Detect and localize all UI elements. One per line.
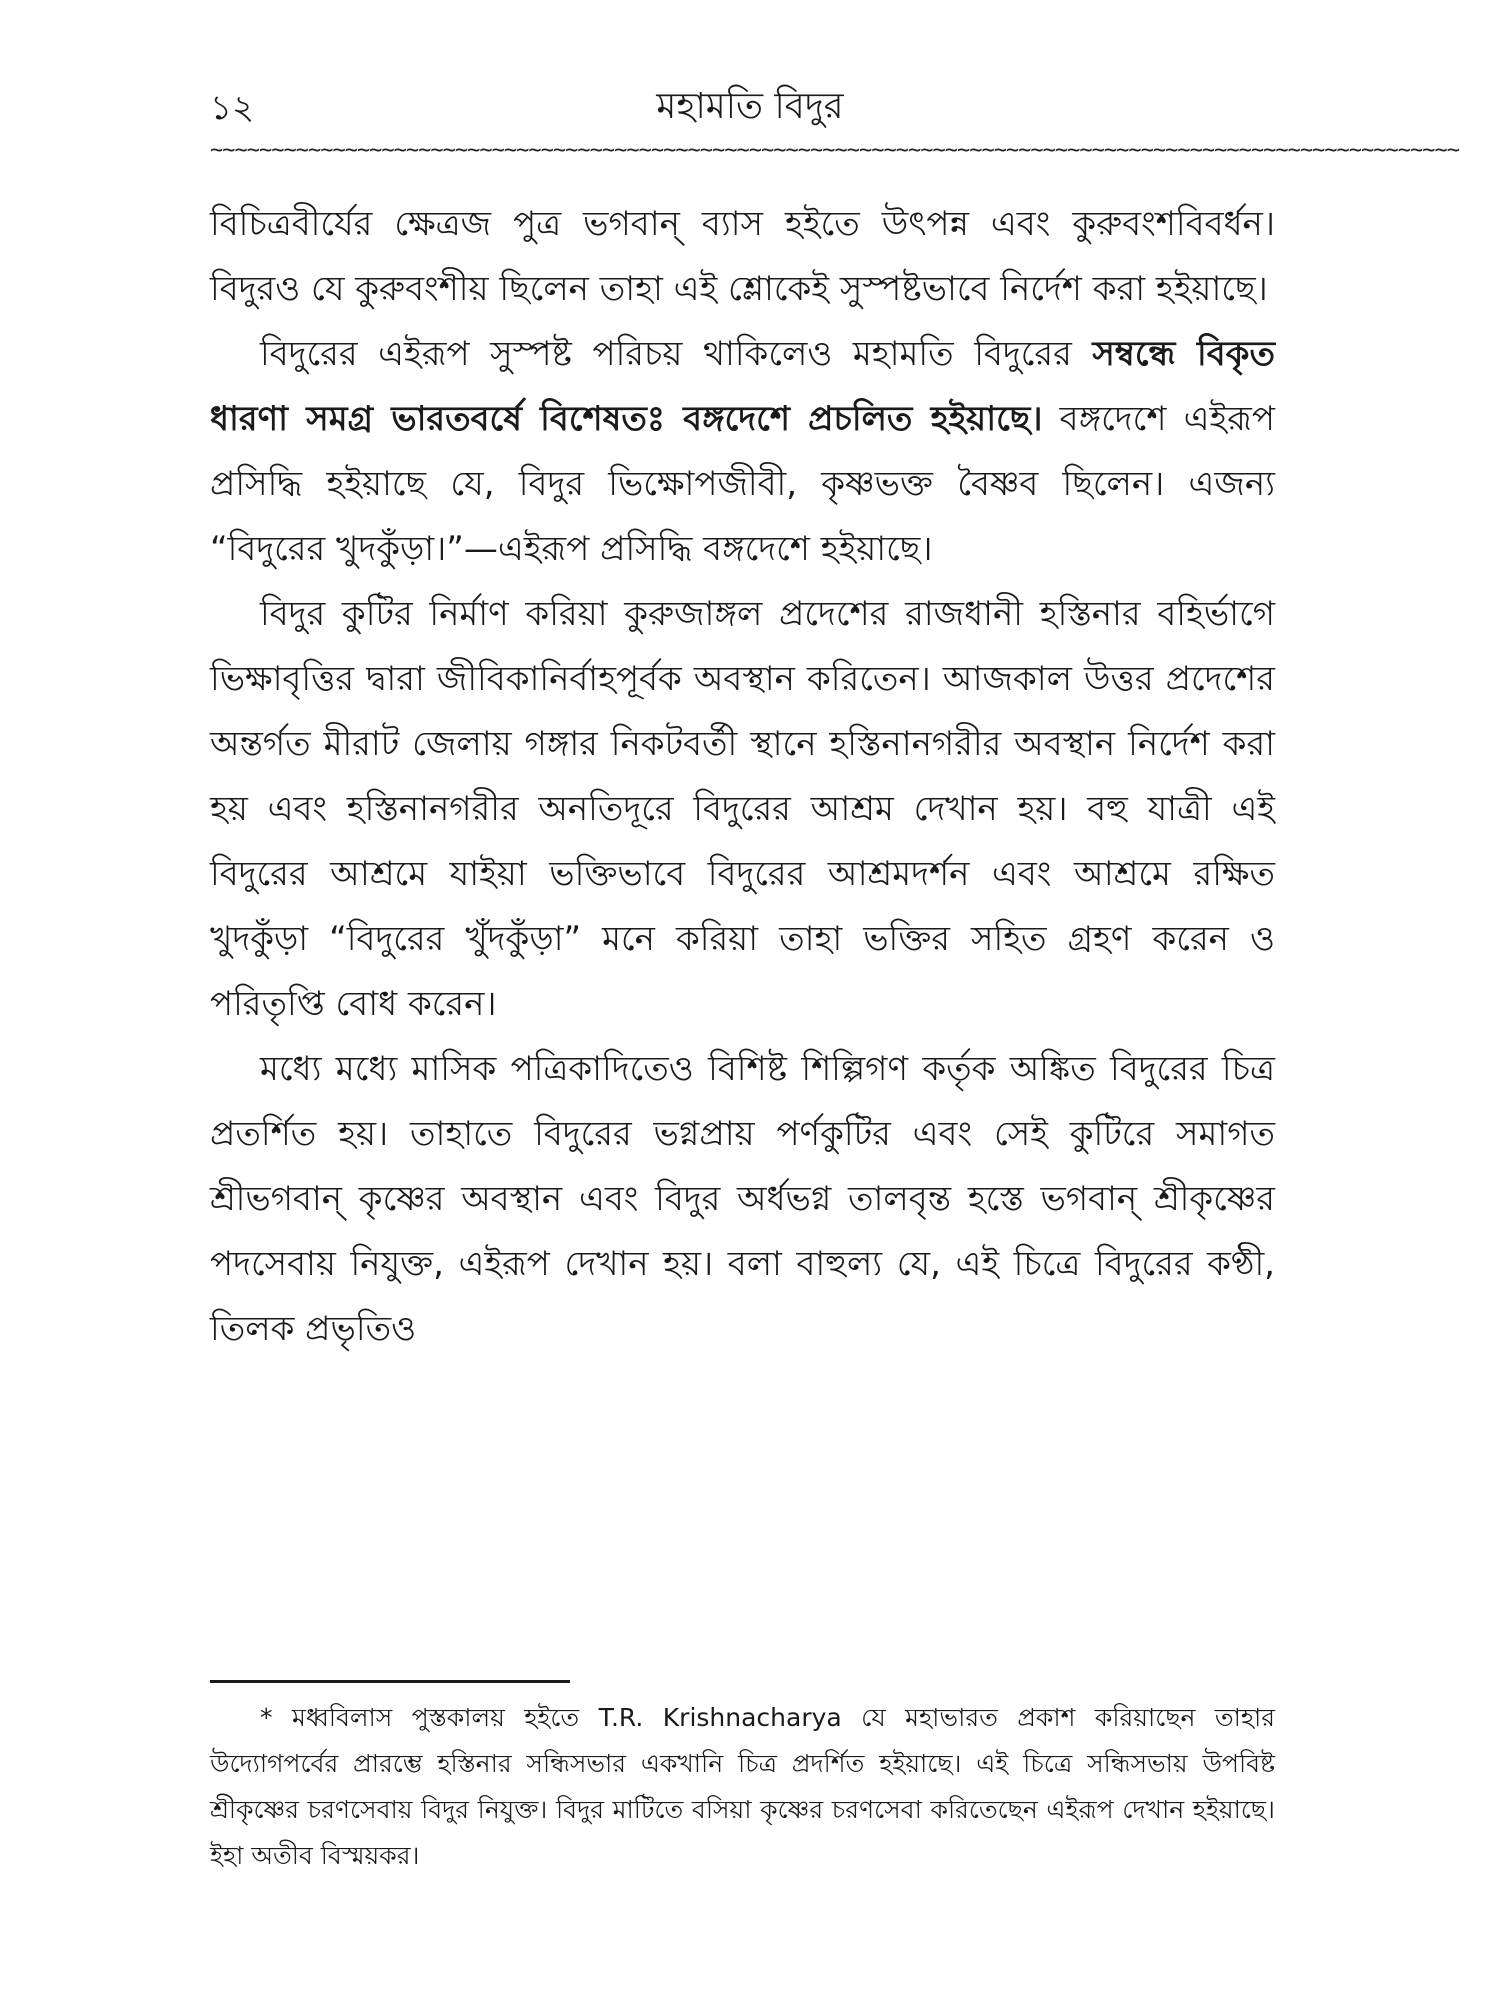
page-number: ১২ [210, 88, 255, 128]
footnote-divider [210, 1680, 570, 1683]
paragraph-2 [210, 322, 1275, 582]
paragraph-2-lead: বিদুরের এইরূপ সুস্পষ্ট পরিচয় থাকিলেও মহামতি বিদুরের [260, 334, 1093, 374]
paragraph-1: বিচিত্রবীর্যের ক্ষেত্রজ পুত্র ভগবান্ ব্যাস হইতে উৎপন্ন এবং কুরুবংশবিবর্ধন। বিদুরও যে কুরুবংশীয় ছিলেন তাহা এই শ্লোকেই সুস্পষ্টভাবে নির্দেশ করা হইয়াছে। [210, 204, 1275, 309]
paragraph-2-bold: সম্বন্ধে বিকৃত ধারণা সমগ্র ভারতবর্ষে বিশেষতঃ বঙ্গদেশে প্রচলিত হইয়াছে। [210, 334, 1275, 439]
paragraph-2-rest: বঙ্গদেশে এইরূপ প্রসিদ্ধি হইয়াছে যে, বিদুর ভিক্ষোপজীবী, কৃষ্ণভক্ত বৈষ্ণব ছিলেন। এজন্য “বিদুরের খুদকুঁড়া।”—এইরূপ প্রসিদ্ধি বঙ্গদেশে হইয়াছে। [210, 399, 1275, 569]
main-text [210, 192, 1275, 1362]
header-tilde-rule: ~~~~~~~~~~~~~~~~~~~~~~~~~~~~~~~~~~~~~~~~~~~~~~~~~~~~~~~~~~~~~~~~~~~~~~~~~~~~~~~~~~~~~~~~~~~~~~~~~~~~~~ [210, 138, 1460, 163]
paragraph-3: বিদুর কুটির নির্মাণ করিয়া কুরুজাঙ্গল প্রদেশের রাজধানী হস্তিনার বহির্ভাগে ভিক্ষাবৃত্তির দ্বারা জীবিকানির্বাহপূর্বক অবস্থান করিতেন। আজকাল উত্তর প্রদেশের অন্তর্গত মীরাট জেলায় গঙ্গার নিকটবর্তী স্থানে হস্তিনানগরীর অবস্থান নির্দেশ করা হয় এবং হস্তিনানগরীর অনতিদূরে বিদুরের আশ্রম দেখান হয়। বহু যাত্রী এই বিদুরের আশ্রমে যাইয়া ভক্তিভাবে বিদুরের আশ্রমদর্শন এবং আশ্রমে রক্ষিত খুদকুঁড়া “বিদুরের খুঁদকুঁড়া” মনে করিয়া তাহা ভক্তির সহিত গ্রহণ করেন ও পরিতৃপ্তি বোধ করেন। [210, 594, 1275, 1024]
running-title: মহামতি বিদুর [656, 86, 844, 127]
footnote: * মধ্ববিলাস পুস্তকালয় হইতে T.R. Krishnacharya যে মহাভারত প্রকাশ করিয়াছেন তাহার উদ্যোগপর্বের প্রারম্ভে হস্তিনার সন্ধিসভার একখানি চিত্র প্রদর্শিত হইয়াছে। এই চিত্রে সন্ধিসভায় উপবিষ্ট শ্রীকৃষ্ণের চরণসেবায় বিদুর নিযুক্ত। বিদুর মাটিতে বসিয়া কৃষ্ণের চরণসেবা করিতেছেন এইরূপ দেখান হইয়াছে। ইহা অতীব বিস্ময়কর। [210, 1703, 1275, 1870]
paragraph-4: মধ্যে মধ্যে মাসিক পত্রিকাদিতেও বিশিষ্ট শিল্পিগণ কর্তৃক অঙ্কিত বিদুরের চিত্র প্রতর্শিত হয়। তাহাতে বিদুরের ভগ্নপ্রায় পর্ণকুটির এবং সেই কুটিরে সমাগত শ্রীভগবান্ কৃষ্ণের অবস্থান এবং বিদুর অর্ধভগ্ন তালবৃন্ত হস্তে ভগবান্ শ্রীকৃষ্ণের পদসেবায় নিযুক্ত, এইরূপ দেখান হয়। বলা বাহুল্য যে, এই চিত্রে বিদুরের কণ্ঠী, তিলক প্রভৃতিও [210, 1049, 1275, 1349]
